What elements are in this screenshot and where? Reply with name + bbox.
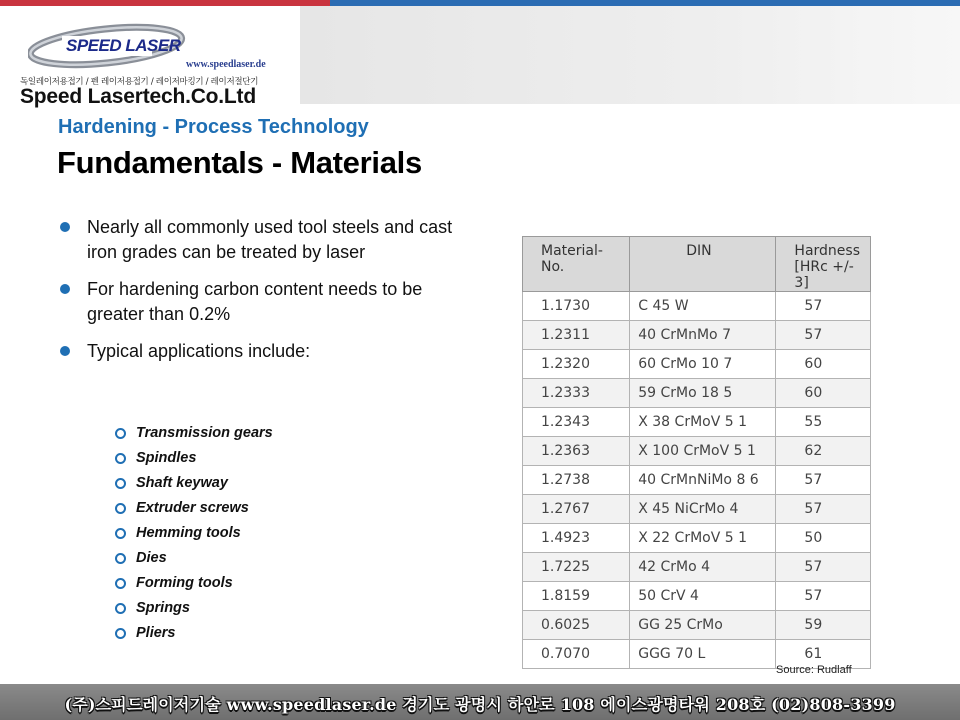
table-row bbox=[523, 582, 871, 611]
logo-brand-name: SPEED LASER bbox=[66, 36, 181, 55]
slide-subtitle: Hardening - Process Technology bbox=[58, 116, 369, 138]
slide-title: Fundamentals - Materials bbox=[57, 145, 422, 180]
cell-din: 50 CrV 4 bbox=[630, 582, 776, 611]
logo-product-line: 독일레이저용접기 / 펜 레이저용접기 / 레이저마킹기 / 레이저절단기 bbox=[20, 77, 259, 87]
cell-din: 42 CrMo 4 bbox=[630, 553, 776, 582]
cell-material-no: 1.4923 bbox=[523, 524, 630, 553]
table-row bbox=[523, 321, 871, 350]
table-source: Source: Rudlaff bbox=[776, 664, 852, 676]
cell-hardness: 57 bbox=[776, 582, 871, 611]
cell-din: X 22 CrMoV 5 1 bbox=[630, 524, 776, 553]
bullet-item bbox=[58, 277, 458, 327]
application-label: Shaft keyway bbox=[136, 475, 228, 491]
table-row bbox=[523, 495, 871, 524]
cell-din: GG 25 CrMo bbox=[630, 611, 776, 640]
table-row bbox=[523, 408, 871, 437]
application-item bbox=[114, 573, 273, 598]
ring-bullet-icon bbox=[115, 553, 126, 564]
table-row bbox=[523, 466, 871, 495]
application-label: Forming tools bbox=[136, 575, 233, 591]
application-label: Springs bbox=[136, 600, 190, 616]
application-item bbox=[114, 473, 273, 498]
column-header-hardness bbox=[776, 237, 871, 292]
bullet-text: For hardening carbon content needs to be greater than 0.2% bbox=[87, 279, 423, 324]
application-item bbox=[114, 623, 273, 648]
bullet-item bbox=[58, 215, 458, 265]
application-item bbox=[114, 598, 273, 623]
cell-hardness: 57 bbox=[776, 292, 871, 321]
application-item bbox=[114, 523, 273, 548]
cell-hardness: 60 bbox=[776, 350, 871, 379]
cell-material-no: 1.1730 bbox=[523, 292, 630, 321]
hardness-label: Hardness bbox=[794, 243, 860, 259]
cell-material-no: 1.7225 bbox=[523, 553, 630, 582]
cell-din: C 45 W bbox=[630, 292, 776, 321]
cell-material-no: 1.2363 bbox=[523, 437, 630, 466]
cell-hardness: 57 bbox=[776, 495, 871, 524]
bullet-dot-icon bbox=[60, 222, 70, 232]
application-label: Transmission gears bbox=[136, 425, 273, 441]
cell-hardness: 59 bbox=[776, 611, 871, 640]
cell-material-no: 1.8159 bbox=[523, 582, 630, 611]
table-row bbox=[523, 292, 871, 321]
hardness-unit: [HRc +/- 3] bbox=[794, 259, 854, 291]
table-row bbox=[523, 379, 871, 408]
table-body bbox=[523, 292, 871, 669]
bullet-item bbox=[58, 339, 458, 364]
cell-material-no: 1.2738 bbox=[523, 466, 630, 495]
application-item bbox=[114, 448, 273, 473]
logo-company-name: Speed Lasertech.Co.Ltd bbox=[20, 85, 256, 108]
cell-hardness: 57 bbox=[776, 321, 871, 350]
cell-din: 40 CrMnMo 7 bbox=[630, 321, 776, 350]
table-row bbox=[523, 611, 871, 640]
footer-contact: (주)스피드레이저기술 www.speedlaser.de 경기도 광명시 하안로 108 에이스광명타워 208호 (02)808-3399 bbox=[64, 695, 896, 714]
ring-bullet-icon bbox=[115, 428, 126, 439]
cell-din: X 100 CrMoV 5 1 bbox=[630, 437, 776, 466]
cell-material-no: 0.7070 bbox=[523, 640, 630, 669]
ring-bullet-icon bbox=[115, 628, 126, 639]
cell-material-no: 1.2333 bbox=[523, 379, 630, 408]
table-header-row bbox=[523, 237, 871, 292]
bullet-text: Nearly all commonly used tool steels and cast iron grades can be treated by laser bbox=[87, 217, 453, 262]
ring-bullet-icon bbox=[115, 453, 126, 464]
bullet-dot-icon bbox=[60, 284, 70, 294]
column-header-din: DIN bbox=[630, 237, 776, 292]
bullet-text: Typical applications include: bbox=[87, 341, 311, 361]
cell-din: X 38 CrMoV 5 1 bbox=[630, 408, 776, 437]
application-label: Dies bbox=[136, 550, 167, 566]
logo-url: www.speedlaser.de bbox=[186, 59, 266, 70]
cell-hardness: 61 bbox=[776, 640, 871, 669]
cell-hardness: 62 bbox=[776, 437, 871, 466]
cell-hardness: 57 bbox=[776, 553, 871, 582]
cell-din: 59 CrMo 18 5 bbox=[630, 379, 776, 408]
cell-hardness: 57 bbox=[776, 466, 871, 495]
cell-hardness: 50 bbox=[776, 524, 871, 553]
ring-bullet-icon bbox=[115, 478, 126, 489]
cell-din: 60 CrMo 10 7 bbox=[630, 350, 776, 379]
application-item bbox=[114, 548, 273, 573]
table-row bbox=[523, 524, 871, 553]
bullet-dot-icon bbox=[60, 346, 70, 356]
column-header-material-no: Material-No. bbox=[523, 237, 630, 292]
ring-bullet-icon bbox=[115, 578, 126, 589]
table-row bbox=[523, 437, 871, 466]
applications-list bbox=[114, 423, 273, 648]
ring-bullet-icon bbox=[115, 528, 126, 539]
application-label: Pliers bbox=[136, 625, 176, 641]
application-label: Hemming tools bbox=[136, 525, 241, 541]
cell-material-no: 1.2311 bbox=[523, 321, 630, 350]
ring-bullet-icon bbox=[115, 603, 126, 614]
company-logo bbox=[0, 6, 298, 110]
application-item bbox=[114, 423, 273, 448]
cell-din: 40 CrMnNiMo 8 6 bbox=[630, 466, 776, 495]
cell-material-no: 0.6025 bbox=[523, 611, 630, 640]
cell-material-no: 1.2767 bbox=[523, 495, 630, 524]
application-label: Spindles bbox=[136, 450, 197, 466]
application-label: Extruder screws bbox=[136, 500, 249, 516]
bullet-list bbox=[58, 215, 458, 376]
cell-din: GGG 70 L bbox=[630, 640, 776, 669]
materials-table bbox=[522, 236, 871, 669]
cell-hardness: 55 bbox=[776, 408, 871, 437]
application-item bbox=[114, 498, 273, 523]
table-row bbox=[523, 350, 871, 379]
ring-bullet-icon bbox=[115, 503, 126, 514]
table-row bbox=[523, 553, 871, 582]
cell-material-no: 1.2343 bbox=[523, 408, 630, 437]
cell-material-no: 1.2320 bbox=[523, 350, 630, 379]
cell-hardness: 60 bbox=[776, 379, 871, 408]
cell-din: X 45 NiCrMo 4 bbox=[630, 495, 776, 524]
